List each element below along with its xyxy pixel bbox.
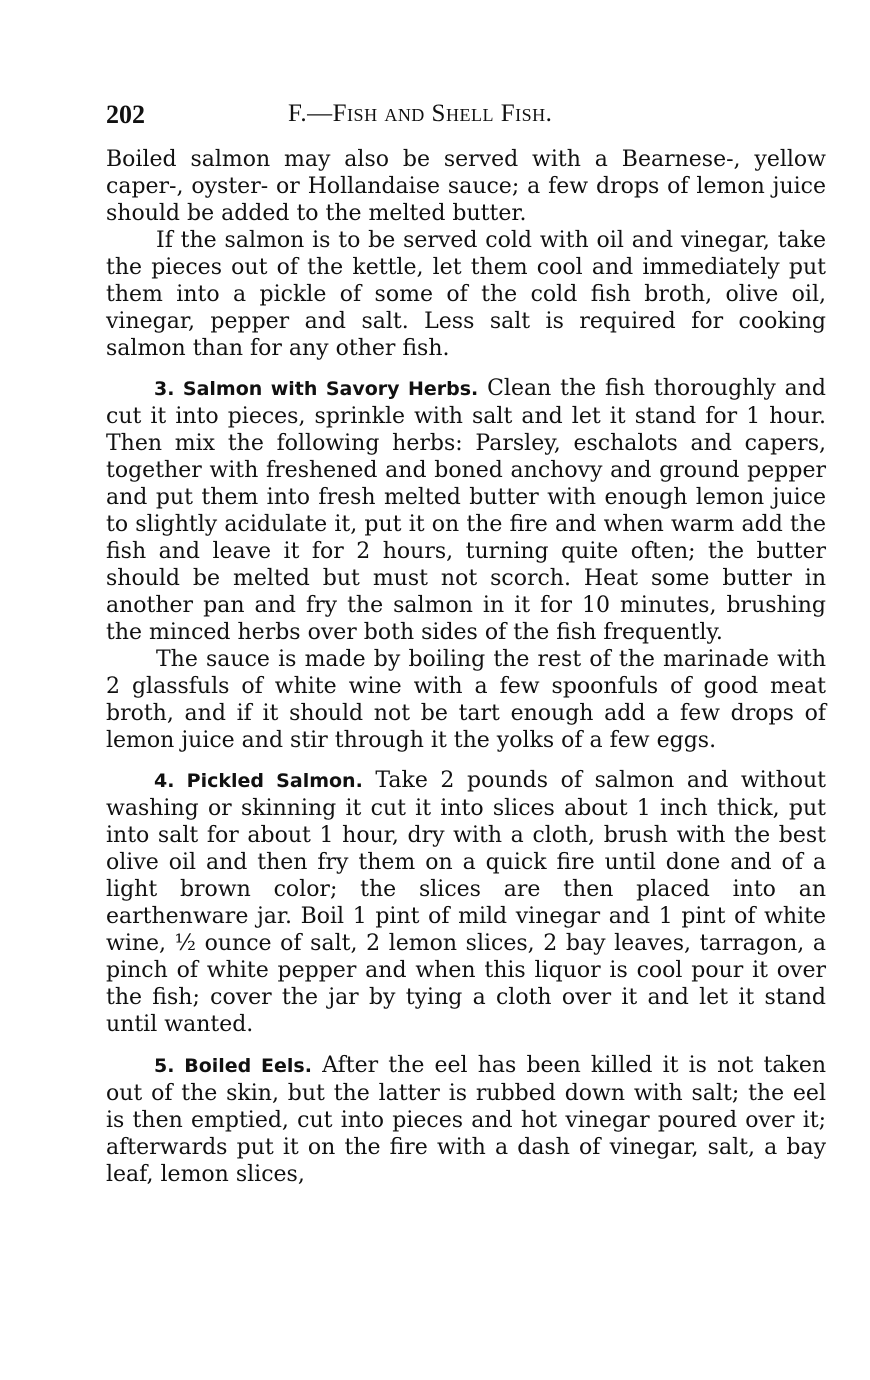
paragraph-sauce: The sauce is made by boiling the rest of the marinade with 2 glassfuls of white wine with a few spoonfuls of good meat broth, and if it should not be tart enough add a few drops of lemon juice and stir through it the yolks of a few eggs.	[106, 647, 826, 753]
page-header	[106, 100, 836, 132]
recipe-boiled-eels	[106, 1052, 826, 1188]
recipe-heading: 5. Boiled Eels.	[154, 1055, 312, 1077]
recipe-heading: 4. Pickled Salmon.	[154, 770, 363, 792]
running-head-title: Fish and Shell Fish.	[332, 100, 553, 127]
paragraph-cold-salmon: If the salmon is to be served cold with oil and vinegar, take the pieces out of the kettle, let them cool and immediately put them into a pickle of some of the cold fish broth, olive oil, vinegar, pepper and salt. Less salt is required for cooking salmon than for any other fish.	[106, 228, 826, 361]
recipe-body: After the eel has been killed it is not taken out of the skin, but the latter is rubbed down with salt; the eel is then emptied, cut into pieces and hot vinegar poured over it; afterwards put it on the fire with a dash of vinegar, salt, a bay leaf, lemon slices,	[106, 1053, 827, 1187]
body-text	[106, 146, 826, 1188]
paragraph-boiled-salmon-sauces: Boiled salmon may also be served with a Bearnese-, yellow caper-, oyster- or Hollandaise sauce; a few drops of lemon juice should be added to the melted butter.	[106, 147, 826, 226]
running-head	[288, 100, 552, 128]
recipe-heading: 3. Salmon with Savory Herbs.	[154, 378, 479, 400]
recipe-body: Clean the fish thoroughly and cut it into pieces, sprinkle with salt and let it stand for 1 hour. Then mix the following herbs: Parsley, eschalots and capers, together with freshened and boned anchovy and ground pepper and put them into fresh melted butter with enough lemon juice to slightly acidulate it, put it on the fire and when warm add the fish and leave it for 2 hours, turning quite often; the butter should be melted but must not scorch. Heat some butter in another pan and fry the salmon in it for 10 minutes, brushing the minced herbs over both sides of the fish frequently.	[106, 376, 826, 645]
recipe-salmon-savory-herbs	[106, 375, 826, 646]
page-number: 202	[106, 100, 145, 129]
running-head-prefix: F.—	[288, 100, 333, 127]
recipe-pickled-salmon	[106, 767, 826, 1038]
recipe-body: Take 2 pounds of salmon and without washing or skinning it cut it into slices about 1 inch thick, put into salt for about 1 hour, dry with a cloth, brush with the best olive oil and then fry them on a quick fire until done and of a light brown color; the slices are then placed into an earthenware jar. Boil 1 pint of mild vinegar and 1 pint of white wine, ½ ounce of salt, 2 lemon slices, 2 bay leaves, tarragon, a pinch of white pepper and when this liquor is cool pour it over the fish; cover the jar by tying a cloth over it and let it stand until wanted.	[106, 768, 826, 1037]
